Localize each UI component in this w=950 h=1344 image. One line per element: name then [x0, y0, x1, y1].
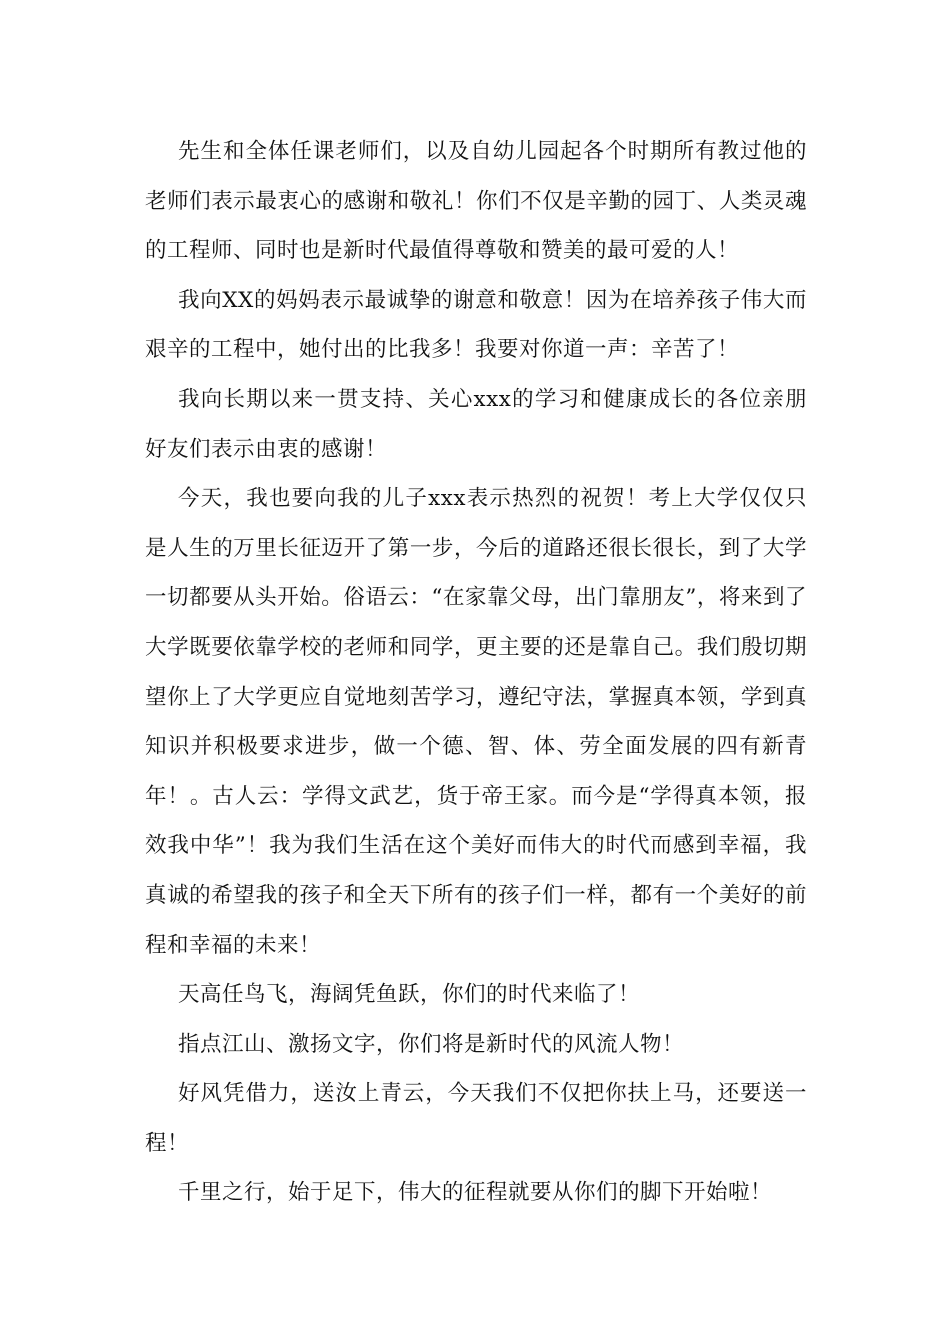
paragraph-3: 我向长期以来一贯支持、关心xxx的学习和健康成长的各位亲朋好友们表示由衷的感谢！	[145, 386, 807, 462]
paragraph-2: 我向XX的妈妈表示最诚挚的谢意和敬意！因为在培养孩子伟大而艰辛的工程中，她付出的比我多！我要对你道一声：辛苦了！	[145, 287, 807, 363]
document-body	[145, 127, 807, 1218]
paragraph-5: 天高任鸟飞，海阔凭鱼跃，你们的时代来临了！	[178, 982, 641, 1008]
paragraph-7: 好风凭借力，送汝上青云，今天我们不仅把你扶上马，还要送一程！	[145, 1081, 807, 1156]
paragraph-6: 指点江山、激扬文字，你们将是新时代的风流人物！	[178, 1031, 685, 1057]
paragraph-4: 今天，我也要向我的儿子xxx表示热烈的祝贺！考上大学仅仅只是人生的万里长征迈开了第一步，今后的道路还很长很长，到了大学一切都要从头开始。俗语云：“在家靠父母，出门靠朋友”，将来到了大学既要依靠学校的老师和同学，更主要的还是靠自己。我们殷切期望你上了大学更应自觉地刻苦学习，遵纪守法，掌握真本领，学到真知识并积极要求进步，做一个德、智、体、劳全面发展的四有新青年！。古人云：学得文武艺，货于帝王家。而今是“学得真本领，报效我中华”！我为我们生活在这个美好而伟大的时代而感到幸福，我真诚的希望我的孩子和全天下所有的孩子们一样，都有一个美好的前程和幸福的未来！	[145, 486, 807, 958]
paragraph-1: 先生和全体任课老师们，以及自幼儿园起各个时期所有教过他的老师们表示最衷心的感谢和敬礼！你们不仅是辛勤的园丁、人类灵魂的工程师、同时也是新时代最值得尊敬和赞美的最可爱的人！	[145, 139, 807, 264]
paragraph-8: 千里之行，始于足下，伟大的征程就要从你们的脚下开始啦！	[178, 1180, 773, 1206]
